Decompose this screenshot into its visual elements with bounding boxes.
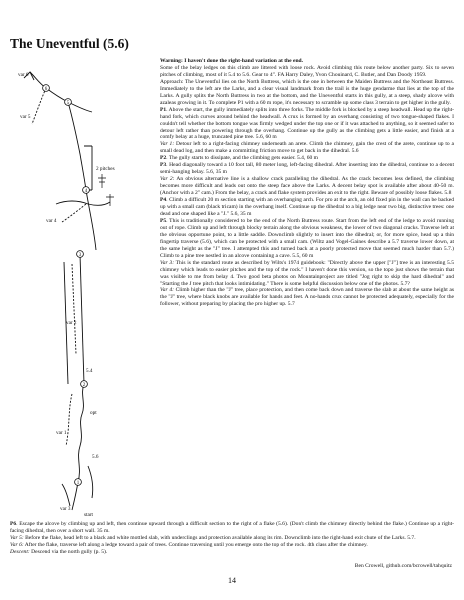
pitch-3: P3. Head diagonally toward a 10 foot tall, 80 meter long, left-facing dihedral. After inserting into the dihedral, continue to a decent semi-hanging belay. 5.6, 35 m — [160, 162, 454, 176]
var1-line — [66, 394, 72, 446]
label-5-6: 5.6 — [92, 454, 99, 460]
intro-paragraph: Some of the belay ledges on this climb are littered with loose rock. Avoid climbing this route below another party. Six to seven pitches of climbing, most of it 5.4 to 5.6. Gear to 4". FA Harry Daley, Yvon Chouinard, C. Butler, and Dan Doody 1959. — [160, 64, 454, 78]
belay-5-number: 5 — [66, 101, 70, 106]
variation-4: Var 4: Climb higher than the "J" tree, place protection, and then come back down and traverse the slab at about the same height as the "J" tree, where black knobs are available for hands and feet. A no-hands crux cannot be protected adequately, especially for the follower, without preparing by placing the pro higher up. 5.7 — [160, 287, 454, 308]
var5-line — [32, 88, 46, 124]
ledge-line — [56, 201, 110, 205]
pitch-1: P1. Above the start, the gully immediately splits into three forks. The middle fork is blocked by a steep headwall. Head up the right-hand fork, which curves around behind the headwall. A crux is formed by an overhang consisting of two tongue-shaped flakes. I couldn't tell whether the bottom tongue was firmly wedged under the top one or if it was attached to anything, so it seemed safer to detour left rather than powering through the overhang. Continue up the gully as the climbing gets a little easier, and finish at a comfy belay at a huge, truncated pine tree. 5.6, 60 m — [160, 106, 454, 141]
descent: Descent: Descend via the north gully (p. 5). — [10, 548, 108, 555]
start-left — [62, 484, 70, 506]
label-opt: opt — [90, 410, 97, 416]
start-line — [72, 482, 78, 510]
credit-line: Ben Crowell, github.com/bcrowell/tahquitz — [354, 563, 452, 569]
page-number: 14 — [228, 576, 236, 585]
belay-2-number: 2 — [82, 383, 86, 388]
variation-5: Var 5: Before the flake, head left to a black and white mottled slab, with underclings and protection available along its rim. Downclimb into the right-hand exit chute of the Larks. 5.7. — [10, 534, 416, 541]
label-2-pitches: 2 pitches — [96, 166, 115, 172]
var4-line — [62, 204, 86, 222]
label-var6: var 6 — [18, 72, 29, 78]
pitch-5: P5. This is traditionally considered to be the end of the North Buttress route. Start from the left end of the ledge to avoid running out of rope. Climb up and left through blocky terrain along the obvious weakness, the lower of two diagonal cracks. Traverse left at the obvious opportune point, to a little saddle. Downclimb slightly to insert into the dihedral; or, for more spice, head up a thin fingertip traverse (5.6), which can be protected with a small cam. (Wiltz and Vogel-Gaines describe a 5.7 traverse lower down, at the same height as the "J" tree. I attempted this and turned back at a poorly protected move that seemed much harder than 5.7.) Climb to a pine tree nestled in an alcove containing a cave. 5.5, 60 m — [160, 217, 454, 259]
pitch-4: P4. Climb a difficult 20 m section starting with an overhanging arch. For pro at the arch, an old fixed pin in the wall can be backed up with a small cam (black tricam) in the overhang itself. Continue up the dihedral to a big ledge near two big, distinctive trees: one dead and one shaped like a "J." 5.6, 35 m — [160, 197, 454, 217]
label-var2: var 2 — [66, 320, 77, 326]
route-line-p4 — [86, 190, 96, 250]
right-fork — [88, 466, 93, 498]
topo-diagram — [6, 54, 156, 524]
tree-icon — [98, 174, 106, 188]
variation-6: Var 6: After the flake, traverse left along a ledge toward a pair of trees. Continue traversing until you emerge onto the top of the rock. 4th class after the chimney. — [10, 541, 368, 548]
label-var1: var 1 — [56, 430, 67, 436]
var2-line — [72, 264, 76, 354]
label-5-4: 5.4 — [86, 368, 93, 374]
gully-line — [78, 384, 84, 482]
route-description-full-width — [10, 521, 454, 556]
warning-text: Warning: I haven't done the right-hand variation at the end. — [160, 58, 303, 64]
pitch-2: P2. The gully starts to dissipate, and the climbing gets easier. 5.4, 60 m — [160, 155, 318, 162]
label-var4: var 4 — [46, 218, 57, 224]
j-tree-icon — [106, 194, 114, 206]
dihedral-right — [80, 254, 84, 384]
topo-top-ridge — [30, 72, 92, 112]
belay-1-number: 1 — [76, 481, 80, 486]
route-line-upper — [68, 102, 86, 190]
belay-3-number: 3 — [78, 253, 82, 258]
approach-paragraph: Approach: The Uneventful lies on the North Buttress, which is the one in between the Maiden Buttress and the Northeast Buttress. Immediately to the left are the Larks, and a clear visual landmark from the trail is the huge gendarme that lies at the top of the Larks. A gully splits the North Buttress in two at the bottom, and the Uneventful starts in this gully, at a steep, shady alcove with azaleas growing in it. To complete P1 with a 60 m rope, it's necessary to scramble up some class 3 terrain to get higher in the gully. — [160, 78, 454, 106]
route-description-column — [160, 58, 454, 308]
label-start: start — [84, 512, 93, 518]
label-var5: var 5 — [20, 114, 31, 120]
label-var3: var 3 — [60, 506, 71, 512]
page-title: The Uneventful (5.6) — [10, 36, 129, 51]
belay-4-number: 4 — [84, 189, 88, 194]
variation-2: Var 2: An obvious alternative line is a shallow crack paralleling the dihedral. As the crack becomes less defined, the climbing becomes more difficult and leads out onto the steep face above the Larks. A decent belay spot is available after about 40-50 m. (Anchor with a 2" cam.) From the belay, a crack and flake system provides an exit to the right. Beware of possibly loose flakes. 5.8 — [160, 176, 454, 197]
pitch-6: P6. Escape the alcove by climbing up and left, then continue upward through a difficult section to the right of a flake (5.6). (Don't climb the chimney directly behind the flake.) Continue up a right-facing dihedral, then over a short wall. 35 m. — [10, 521, 454, 534]
variation-1: Var 1: Detour left to a right-facing chimney underneath an arete. Climb the chimney, gain the crest of the arete, continue up to a small dead log, and then make a committing friction move to get back in the dihedral. 5.6 — [160, 141, 455, 155]
belay-6-number: 6 — [44, 87, 48, 92]
variation-3: Var 3: This is the standard route as described by Wilts's 1974 guidebook: "Directly above the upper ["J"] tree is an interesting 5.5 chimney which leads to easier pitches and the top of the rock." I haven't done this version, so the topo just shows the terrain that was visible to me from belay 4. Two good beta photos on Mountainproject are titled "Jog right to skip the hard dihedral" and "Starting the J tree pitch that looks intimidating." There is some helpful discussion below one of the photos. 5.7? — [160, 259, 454, 287]
